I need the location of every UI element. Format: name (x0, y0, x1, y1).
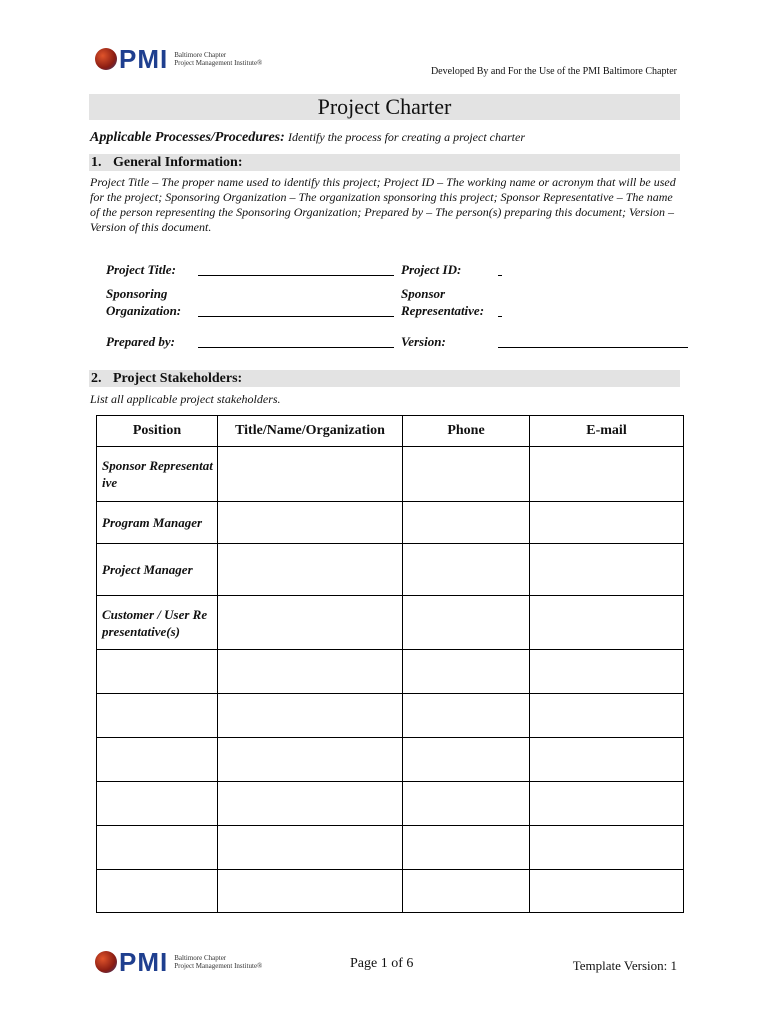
table-row (97, 694, 684, 738)
email-cell[interactable] (530, 826, 684, 870)
phone-cell[interactable] (403, 502, 530, 544)
email-cell[interactable] (530, 596, 684, 650)
table-row (97, 782, 684, 826)
title-name-org-cell[interactable] (218, 782, 403, 826)
logo-institute: Project Management Institute® (174, 59, 263, 67)
position-cell[interactable] (97, 870, 218, 913)
version-field[interactable] (498, 347, 688, 348)
title-name-org-cell[interactable] (218, 596, 403, 650)
table-row (97, 596, 684, 650)
project-id-label: Project ID: (401, 262, 462, 277)
email-cell[interactable] (530, 502, 684, 544)
logo-subtitle (174, 954, 262, 970)
prepared-by-field[interactable] (198, 347, 394, 348)
section-stakeholders-description: List all applicable project stakeholders. (90, 392, 281, 406)
footer-pmi-logo (95, 947, 263, 977)
phone-cell[interactable] (403, 694, 530, 738)
phone-cell[interactable] (403, 544, 530, 596)
title-name-org-cell[interactable] (218, 826, 403, 870)
position-cell[interactable] (97, 694, 218, 738)
sponsor-rep-label-line2: Representative: (401, 303, 485, 318)
email-cell[interactable] (530, 447, 684, 502)
position-cell: Sponsor Representative (97, 447, 218, 502)
sponsoring-org-label-line1: Sponsoring (106, 286, 168, 301)
title-name-org-cell[interactable] (218, 870, 403, 913)
table-row (97, 544, 684, 596)
title-name-org-cell[interactable] (218, 694, 403, 738)
pmi-logo (95, 44, 263, 74)
position-cell: Program Manager (97, 502, 218, 544)
position-cell: Customer / User Representative(s) (97, 596, 218, 650)
section-title: Project Stakeholders: (113, 371, 243, 386)
phone-cell[interactable] (403, 447, 530, 502)
logo-wordmark: PMI (119, 947, 169, 977)
position-cell[interactable] (97, 826, 218, 870)
phone-cell[interactable] (403, 738, 530, 782)
phone-cell[interactable] (403, 650, 530, 694)
email-cell[interactable] (530, 738, 684, 782)
developed-note: Developed By and For the Use of the PMI Baltimore Chapter (430, 66, 677, 77)
title-name-org-cell[interactable] (218, 447, 403, 502)
applicable-processes (90, 129, 690, 146)
section-general-info-description: Project Title – The proper name used to identify this project; Project ID – The working name or acronym that will be used for the project; Sponsoring Organization – The organization sponsoring this project; Sponsor Representative – The name of the person representing the Sponsoring Organization; Prepared by – The person(s) preparing this document; Version – Version of this document. (90, 175, 676, 234)
email-cell[interactable] (530, 544, 684, 596)
email-cell[interactable] (530, 650, 684, 694)
sponsor-rep-label (401, 285, 484, 319)
table-header-row (97, 416, 684, 447)
stakeholders-table (96, 415, 684, 913)
sponsoring-org-field[interactable] (198, 316, 394, 317)
title-name-org-cell[interactable] (218, 650, 403, 694)
page-number: Page 1 of 6 (350, 956, 414, 971)
sponsor-rep-field[interactable] (498, 316, 502, 317)
project-id-field[interactable] (498, 275, 502, 276)
title-name-org-cell[interactable] (218, 502, 403, 544)
table-row (97, 870, 684, 913)
logo-institute: Project Management Institute® (174, 962, 263, 970)
logo-chapter: Baltimore Chapter (174, 51, 227, 59)
column-header-position: Position (97, 416, 218, 447)
table-row (97, 502, 684, 544)
email-cell[interactable] (530, 782, 684, 826)
sponsor-rep-label-line1: Sponsor (401, 286, 446, 301)
position-cell[interactable] (97, 650, 218, 694)
column-header-email: E-mail (530, 416, 684, 447)
sponsoring-org-label-line2: Organization: (106, 303, 182, 318)
column-header-title-name-org: Title/Name/Organization (218, 416, 403, 447)
project-title-field[interactable] (198, 275, 394, 276)
globe-icon (95, 951, 117, 973)
phone-cell[interactable] (403, 826, 530, 870)
applicable-label: Applicable Processes/Procedures: (90, 130, 285, 145)
table-row (97, 447, 684, 502)
logo-wordmark: PMI (119, 44, 169, 74)
sponsoring-org-label (106, 285, 181, 319)
title-name-org-cell[interactable] (218, 738, 403, 782)
applicable-text: Identify the process for creating a project charter (288, 130, 525, 144)
globe-icon (95, 48, 117, 70)
prepared-by-label: Prepared by: (106, 334, 175, 349)
column-header-phone: Phone (403, 416, 530, 447)
position-cell[interactable] (97, 782, 218, 826)
table-row (97, 650, 684, 694)
phone-cell[interactable] (403, 870, 530, 913)
table-row (97, 826, 684, 870)
logo-subtitle (174, 51, 262, 67)
phone-cell[interactable] (403, 596, 530, 650)
page-title: Project Charter (89, 94, 680, 120)
logo-chapter: Baltimore Chapter (174, 954, 227, 962)
section-stakeholders-heading (89, 370, 680, 387)
section-title: General Information: (113, 155, 243, 170)
table-row (97, 738, 684, 782)
email-cell[interactable] (530, 694, 684, 738)
position-cell[interactable] (97, 738, 218, 782)
project-title-label: Project Title: (106, 262, 176, 277)
section-number: 1. (91, 155, 102, 170)
title-name-org-cell[interactable] (218, 544, 403, 596)
section-number: 2. (91, 371, 102, 386)
template-version: Template Version: 1 (572, 958, 677, 973)
position-cell: Project Manager (97, 544, 218, 596)
section-general-info-heading (89, 154, 680, 171)
phone-cell[interactable] (403, 782, 530, 826)
version-label: Version: (401, 334, 446, 349)
email-cell[interactable] (530, 870, 684, 913)
